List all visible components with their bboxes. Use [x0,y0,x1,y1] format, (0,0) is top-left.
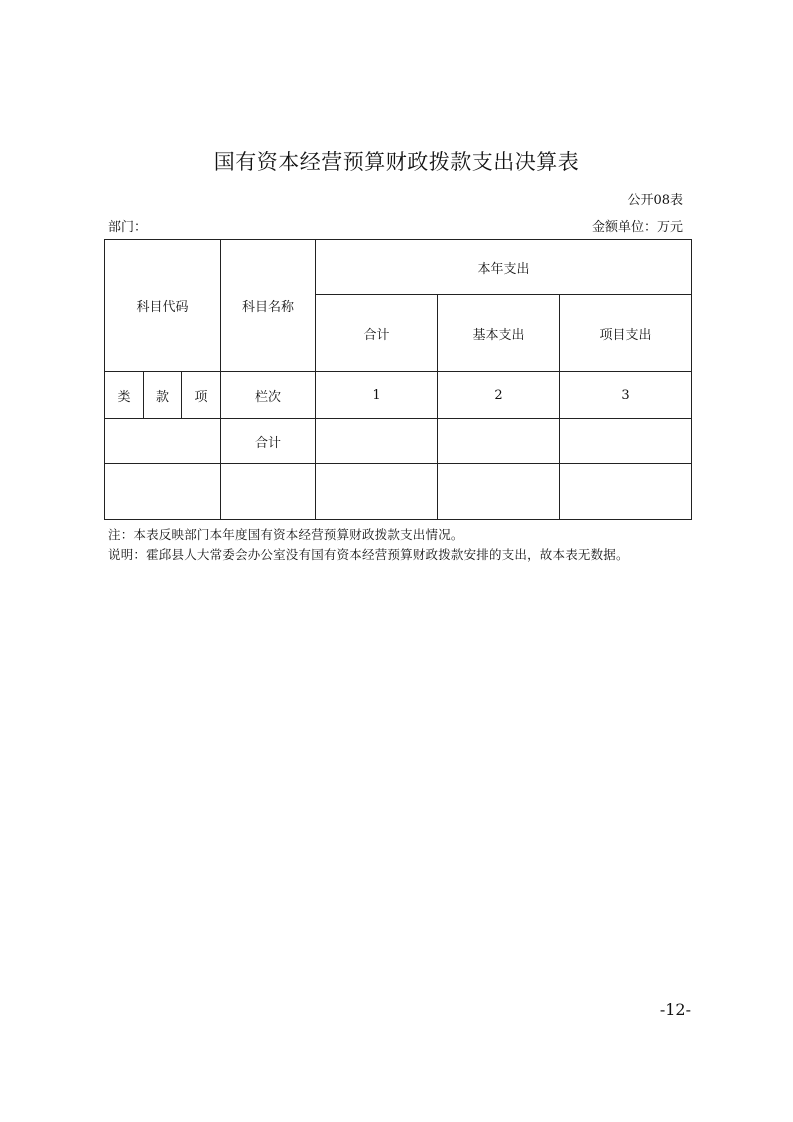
page-number: -12- [659,1000,691,1019]
total-header: 合计 [316,295,438,372]
category-header: 类 [105,372,144,419]
column-index-1: 1 [316,372,438,419]
project-expense-header: 项目支出 [560,295,692,372]
empty-row-basic-cell [438,464,560,520]
subject-code-header: 科目代码 [105,240,221,372]
basic-expense-header: 基本支出 [438,295,560,372]
empty-row-name-cell [221,464,316,520]
expense-table [104,239,692,520]
column-index-header: 栏次 [221,372,316,419]
page-title: 国有资本经营预算财政拨款支出决算表 [213,150,580,174]
subject-name-header: 科目名称 [221,240,316,372]
table-explanation: 说明：霍邱县人大常委会办公室没有国有资本经营预算财政拨款安排的支出，故本表无数据。 [108,547,629,562]
column-index-3: 3 [560,372,692,419]
item-header: 项 [182,372,221,419]
table-note: 注：本表反映部门本年度国有资本经营预算财政拨款支出情况。 [108,527,464,542]
total-row-code-cell [105,419,221,464]
column-index-2: 2 [438,372,560,419]
empty-row-total-cell [316,464,438,520]
empty-row-code-cell [105,464,221,520]
amount-unit-label: 金额单位：万元 [591,220,683,235]
empty-row-project-cell [560,464,692,520]
total-row-basic-cell [438,419,560,464]
form-number: 公开08表 [627,193,683,208]
current-year-expense-header: 本年支出 [316,240,692,295]
total-row-project-cell [560,419,692,464]
total-row-total-cell [316,419,438,464]
total-row-label: 合计 [221,419,316,464]
department-label: 部门： [108,220,148,235]
section-header: 款 [144,372,182,419]
